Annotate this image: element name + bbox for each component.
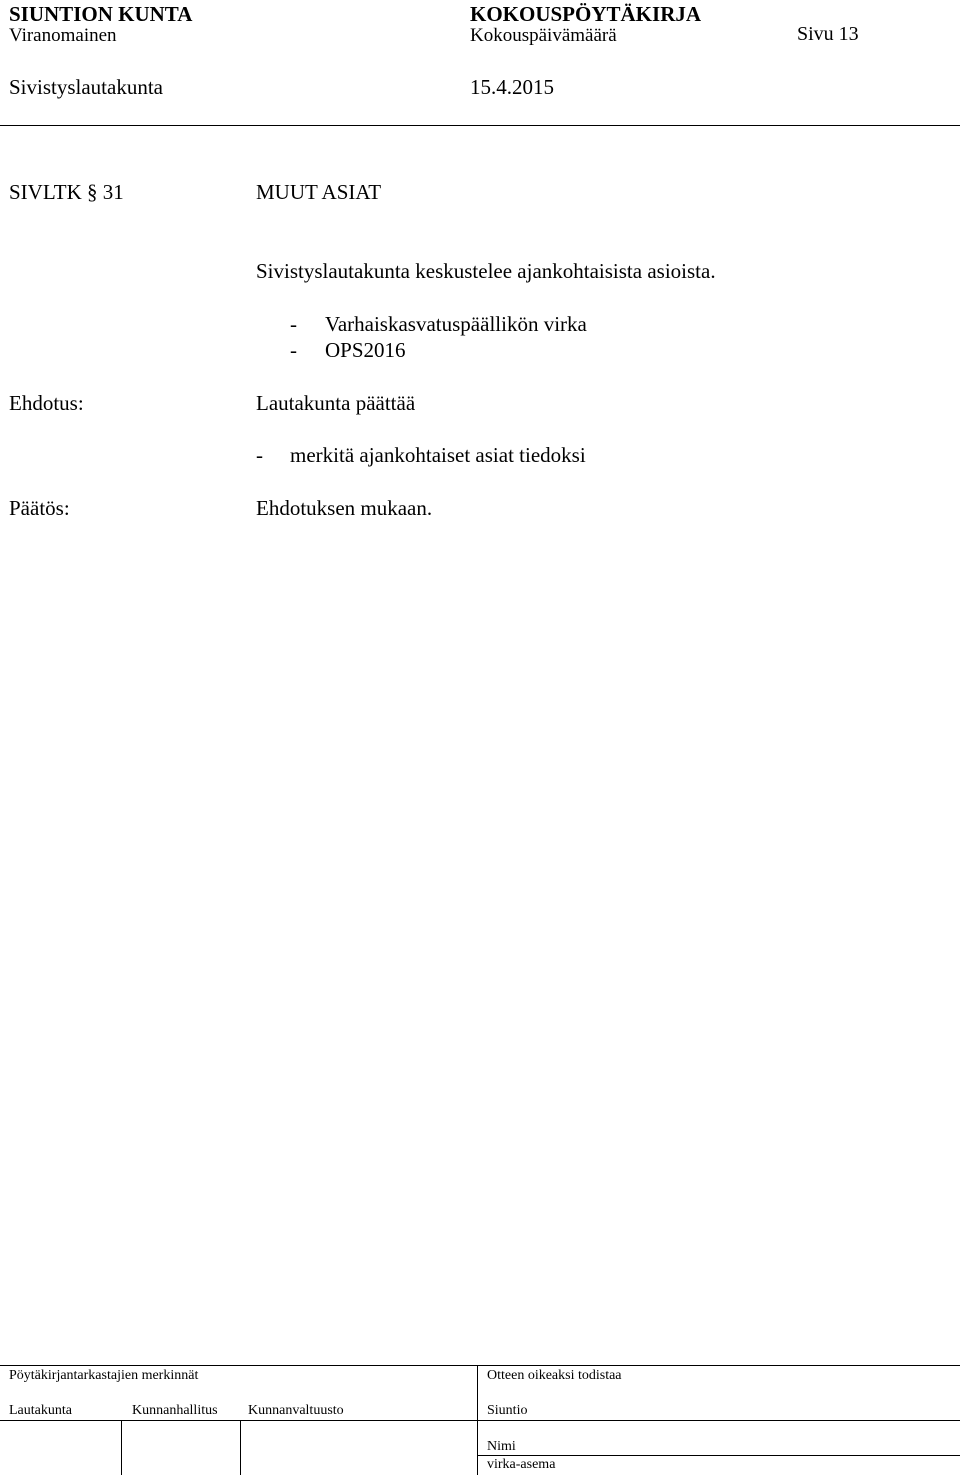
footer-row-border — [0, 1420, 960, 1421]
list-item: Varhaiskasvatuspäällikön virka — [325, 312, 587, 336]
authority-name: Sivistyslautakunta — [9, 75, 163, 99]
municipality-name: SIUNTION KUNTA — [9, 2, 193, 26]
footer-col-council: Kunnanvaltuusto — [248, 1403, 344, 1418]
list-item-dash: - — [290, 312, 297, 336]
section-intro: Sivistyslautakunta keskustelee ajankohtaisista asioista. — [256, 259, 716, 283]
footer-top-border — [0, 1365, 960, 1366]
section-code: SIVLTK § 31 — [9, 180, 124, 204]
proposal-item: merkitä ajankohtaiset asiat tiedoksi — [290, 443, 586, 467]
list-item: OPS2016 — [325, 338, 406, 362]
section-title: MUUT ASIAT — [256, 180, 382, 204]
footer-col-board: Lautakunta — [9, 1403, 72, 1418]
footer-col-divider-1 — [121, 1420, 122, 1475]
name-line — [477, 1455, 960, 1456]
position-label: virka-asema — [487, 1457, 556, 1472]
footer-col-divider-2 — [240, 1420, 241, 1475]
list-item-dash: - — [290, 338, 297, 362]
name-label: Nimi — [487, 1439, 516, 1454]
footer-place: Siuntio — [487, 1403, 528, 1418]
document-type: KOKOUSPÖYTÄKIRJA — [470, 2, 702, 26]
proposal-text: Lautakunta päättää — [256, 391, 416, 415]
decision-text: Ehdotuksen mukaan. — [256, 496, 433, 520]
authority-label: Viranomainen — [9, 25, 117, 46]
header-divider — [0, 125, 960, 126]
page-number: Sivu 13 — [797, 23, 859, 45]
proposal-label: Ehdotus: — [9, 391, 84, 415]
decision-label: Päätös: — [9, 496, 70, 520]
footer-col-council-board: Kunnanhallitus — [132, 1403, 218, 1418]
proposal-item-dash: - — [256, 443, 263, 467]
checkers-label: Pöytäkirjantarkastajien merkinnät — [9, 1368, 199, 1383]
date-label: Kokouspäivämäärä — [470, 25, 617, 46]
certify-label: Otteen oikeaksi todistaa — [487, 1368, 622, 1383]
meeting-date: 15.4.2015 — [470, 75, 554, 99]
